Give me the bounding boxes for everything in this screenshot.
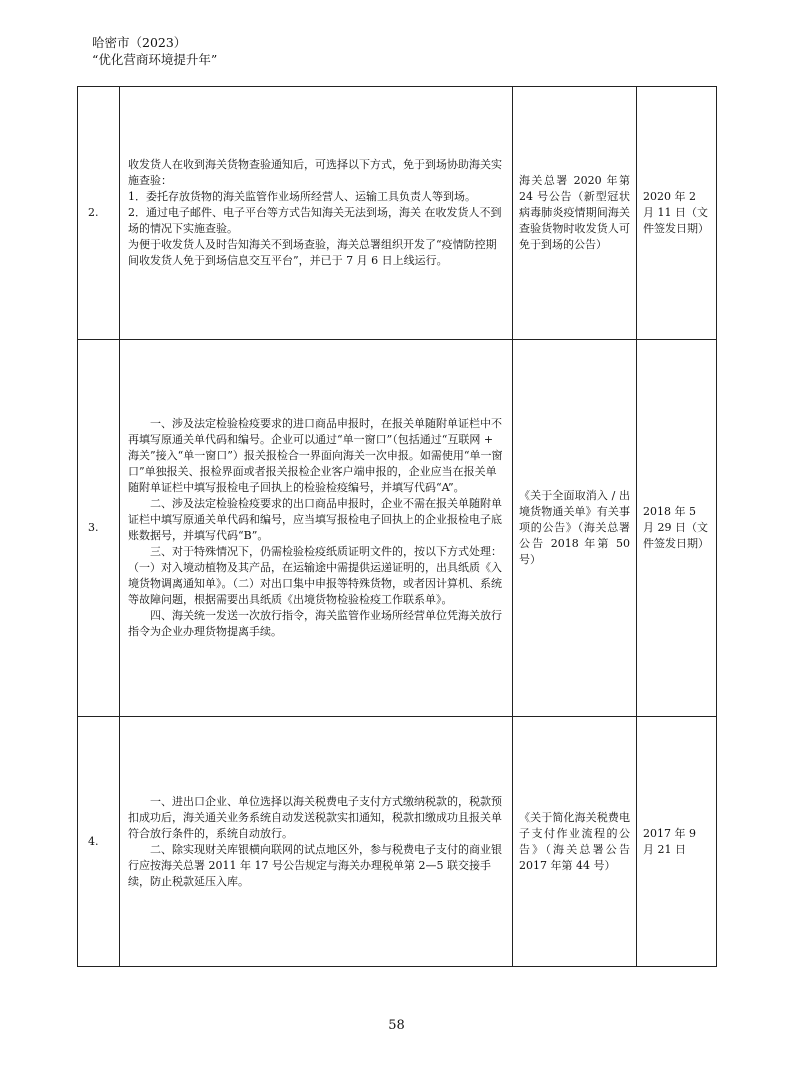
content-paragraph: 为便于收发货人及时告知海关不到场查验，海关总署组织开发了“疫情防控期间收发货人免于到场信息交互平台”，并已于 7 月 6 日上线运行。: [128, 238, 497, 267]
issue-date: 2018 年 5 月 29 日（文件签发日期）: [637, 340, 717, 717]
document-header: [92, 34, 217, 68]
policy-basis: 《关于全面取消入 / 出境货物通关单》有关事项的公告》（海关总署公告 2018 年第 50 号）: [513, 340, 637, 717]
policy-table: [77, 86, 717, 967]
content-paragraph: 四、海关统一发送一次放行指令，海关监管作业场所经营单位凭海关放行指令为企业办理货物提离手续。: [128, 609, 502, 638]
page-number: 58: [388, 1018, 405, 1033]
table-row: [78, 340, 717, 717]
row-number: 4.: [78, 717, 120, 967]
policy-basis: 海关总署 2020 年第 24 号公告（新型冠状病毒肺炎疫情期间海关查验货物时收发货人可免于到场的公告）: [513, 87, 637, 340]
header-subtitle: “优化营商环境提升年”: [92, 52, 218, 67]
content-paragraph: 一、进出口企业、单位选择以海关税费电子支付方式缴纳税款的，税款预扣成功后，海关通关业务系统自动发送税款实扣通知，税款扣缴成功且报关单符合放行条件的，系统自动放行。: [128, 794, 502, 840]
content-paragraph: 收发货人在收到海关货物查验通知后，可选择以下方式，免于到场协助海关实施查验：: [128, 158, 502, 187]
content-paragraph: 一、涉及法定检验检疫要求的进口商品申报时，在报关单随附单证栏中不再填写原通关单代码和编号。企业可以通过“单一窗口”（包括通过“互联网 + 海关”接入“单一窗口”）报关报检合一界面向海关一次申报。如需使用“单一窗口”单独报关、报检界面或者报关报检企业客户端申报的，企业应当在报关单随附单证栏中填写报检电子回执上的检验检疫编号，并填写代码“A”。: [128, 417, 503, 494]
content-paragraph: 二、涉及法定检验检疫要求的出口商品申报时，企业不需在报关单随附单证栏中填写原通关单代码和编号，应当填写报检电子回执上的企业报检电子底账数据号，并填写代码“B”。: [128, 497, 502, 542]
content-paragraph: 2．通过电子邮件、电子平台等方式告知海关无法到场，海关 在收发货人不到场的情况下实施查验。: [128, 206, 502, 235]
table-row: [78, 87, 717, 340]
content-paragraph: 二、除实现财关库银横向联网的试点地区外，参与税费电子支付的商业银行应按海关总署 2011 年 17 号公告规定与海关办理税单第 2—5 联交接手续，防止税款延压入库。: [128, 842, 502, 888]
issue-date: 2020 年 2 月 11 日（文件签发日期）: [637, 87, 717, 340]
content-paragraph: 1．委托存放货物的海关监管作业场所经营人、运输工具负责人等到场。: [128, 190, 476, 203]
row-content: [120, 717, 513, 967]
row-number: 2.: [78, 87, 120, 340]
table-row: [78, 717, 717, 967]
row-content: [120, 340, 513, 717]
row-number: 3.: [78, 340, 120, 717]
content-paragraph: 三、对于特殊情况下，仍需检验检疫纸质证明文件的，按以下方式处理：（一）对入境动植物及其产品，在运输途中需提供运递证明的，出具纸质《入境货物调离通知单》。（二）对出口集中申报等特殊货物，或者因计算机、系统等故障问题，根据需要出具纸质《出境货物检验检疫工作联系单》。: [128, 545, 502, 606]
row-content: [120, 87, 513, 340]
policy-basis: 《关于简化海关税费电子支付作业流程的公告》（海关总署公告 2017 年第 44 号）: [513, 717, 637, 967]
issue-date: 2017 年 9 月 21 日: [637, 717, 717, 967]
header-title: 哈密市（2023）: [92, 35, 187, 50]
